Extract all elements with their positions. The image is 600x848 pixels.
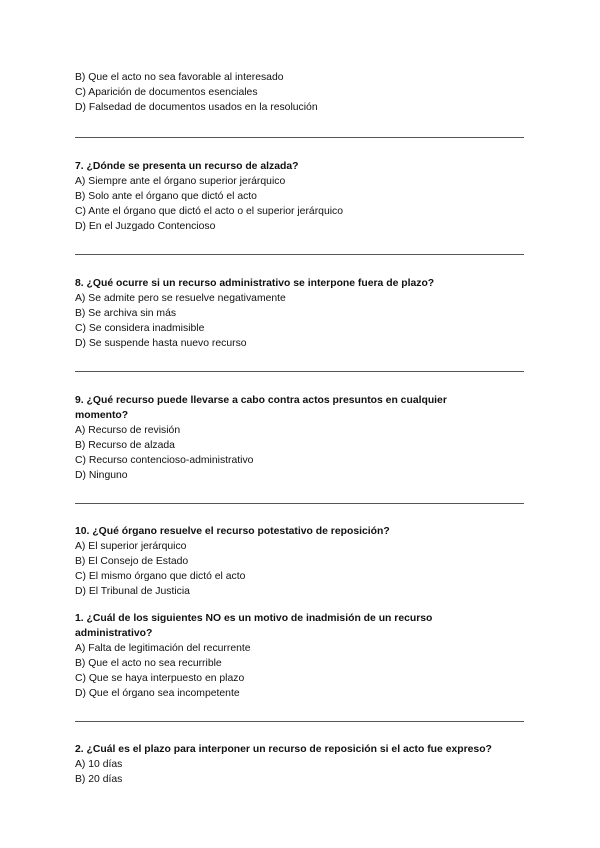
question-title: 8. ¿Qué ocurre si un recurso administrativo se interpone fuera de plazo?: [75, 278, 435, 289]
option-c: C) Se considera inadmisible: [75, 323, 205, 334]
option-d: D) En el Juzgado Contencioso: [75, 221, 216, 232]
option-d: D) Ninguno: [75, 470, 128, 481]
option-c: C) El mismo órgano que dictó el acto: [75, 571, 246, 582]
option-a: A) 10 días: [75, 759, 123, 770]
option-b: B) El Consejo de Estado: [75, 556, 189, 567]
option-b: B) 20 días: [75, 774, 123, 785]
option-d: D) Falsedad de documentos usados en la resolución: [75, 102, 318, 113]
option-b: B) Solo ante el órgano que dictó el acto: [75, 191, 257, 202]
question-8: [75, 276, 525, 351]
option-a: A) Recurso de revisión: [75, 425, 181, 436]
option-c: C) Recurso contencioso-administrativo: [75, 455, 254, 466]
option-b: B) Que el acto no sea recurrible: [75, 658, 222, 669]
option-a: A) Se admite pero se resuelve negativamente: [75, 293, 286, 304]
question-title: 7. ¿Dónde se presenta un recurso de alzada?: [75, 161, 299, 172]
option-d: D) El Tribunal de Justicia: [75, 586, 190, 597]
option-b: B) Se archiva sin más: [75, 308, 177, 319]
option-a: A) Falta de legitimación del recurrente: [75, 643, 251, 654]
question-6-continued: [75, 70, 525, 115]
question-title: 1. ¿Cuál de los siguientes NO es un motivo de inadmisión de un recurso administrativo?: [75, 613, 433, 639]
option-a: A) El superior jerárquico: [75, 541, 187, 552]
question-9: [75, 393, 525, 483]
question-title: 2. ¿Cuál es el plazo para interponer un recurso de reposición si el acto fue expreso?: [75, 744, 492, 755]
option-d: D) Que el órgano sea incompetente: [75, 688, 240, 699]
option-b: B) Recurso de alzada: [75, 440, 175, 451]
question-10: [75, 524, 525, 599]
question-title: 10. ¿Qué órgano resuelve el recurso potestativo de reposición?: [75, 526, 390, 537]
question-7: [75, 159, 525, 234]
option-c: C) Aparición de documentos esenciales: [75, 87, 258, 98]
option-a: A) Siempre ante el órgano superior jerárquico: [75, 176, 286, 187]
question-1: [75, 611, 525, 701]
document-page: [75, 70, 525, 787]
option-b: B) Que el acto no sea favorable al interesado: [75, 72, 284, 83]
option-d: D) Se suspende hasta nuevo recurso: [75, 338, 247, 349]
question-2: [75, 742, 525, 787]
question-title: 9. ¿Qué recurso puede llevarse a cabo contra actos presuntos en cualquier momento?: [75, 395, 447, 421]
option-c: C) Que se haya interpuesto en plazo: [75, 673, 245, 684]
option-c: C) Ante el órgano que dictó el acto o el superior jerárquico: [75, 206, 344, 217]
